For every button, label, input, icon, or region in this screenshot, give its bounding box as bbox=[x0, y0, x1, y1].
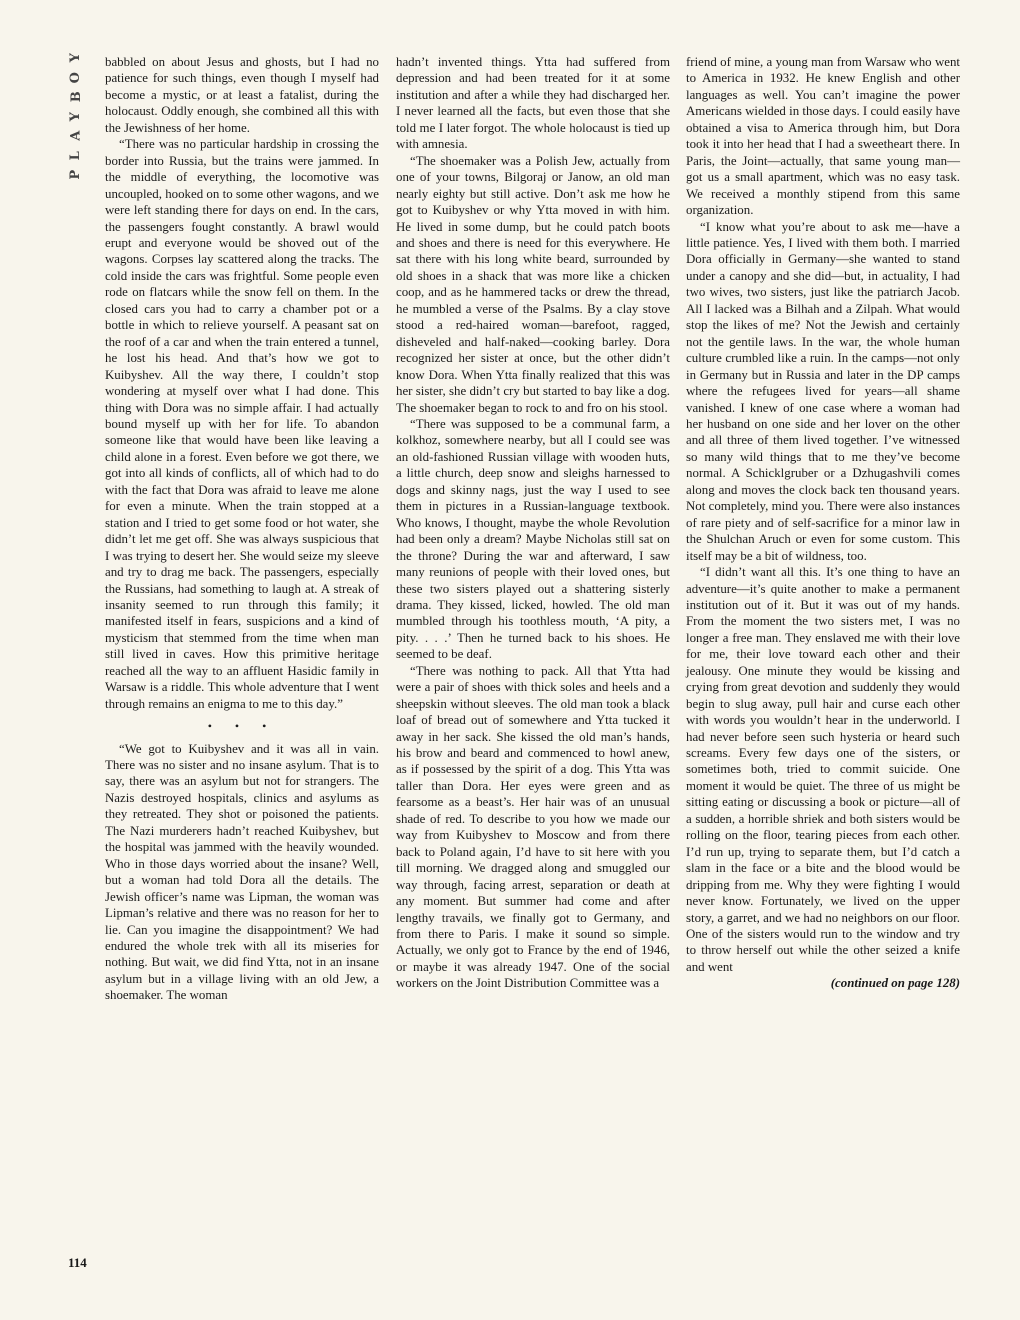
masthead bbox=[64, 48, 94, 185]
continued-link[interactable]: (continued on page 128) bbox=[830, 976, 960, 991]
masthead-letter: B bbox=[68, 91, 84, 103]
masthead-letter: P bbox=[68, 169, 84, 180]
masthead-letter: Y bbox=[68, 111, 84, 121]
text-column-3 bbox=[686, 54, 960, 992]
paragraph: “I didn’t want all this. It’s one thing to have an adventure—it’s quite another to make a permanent institution out of it. But it was out of my hands. From the moment the two sisters met, I was no longer a free man. They enslaved me with their love for me, their love toward each other and their jealousy. One minute they would be kissing and crying from great devotion and suddenly they would begin to slug away, pull hair and curse each other with words you wouldn’t hear in the underworld. I had never before seen such hysteria or heard such screams. Every few days one of the sisters, or sometimes both, tried to commit suicide. One moment it would be quiet. The three of us might be sitting eating or discussing a book or picture—all of a sudden, a horrible shriek and both sisters would be rolling on the floor, tearing pieces from each other. I’d run up, trying to separate them, but I’d catch a slam in the face or a bite and the blood would be dripping from me. Why they were fighting I would never know. Fortunately, we lived on the upper story, a garret, and we had no neighbors on our floor. One of the sisters would run to the window and try to throw herself out while the other seized a knife and went bbox=[686, 565, 960, 974]
paragraph: “There was supposed to be a communal farm, a kolkhoz, somewhere nearby, but all I could see was an old-fashioned Russian village with wooden huts, a little church, deep snow and sleighs harnessed to dogs and skinny nags, just the way I used to see them in pictures in a Russian-language textbook. Who knows, I thought, maybe the whole Revolution had been only a dream? Maybe Nicholas still sat on the throne? During the war and afterward, I saw many reunions of people with their loved ones, but these two sisters played out a shattering sisterly drama. They kissed, licked, howled. The old man mumbled through his toothless mouth, ‘A pity, a pity. . . .’ Then he turned back to his shoes. He seemed to be deaf. bbox=[396, 416, 670, 662]
paragraph: “We got to Kuibyshev and it was all in vain. There was no sister and no insane asylum. That is to say, there was an asylum but not for strangers. The Nazis destroyed hospitals, clinics and asylums as they retreated. They shot or poisoned the patients. The Nazi murderers hadn’t reached Kuibyshev, but the hospital was jammed with the heavily wounded. Who in those days worried about the insane? Well, but a woman had told Dora all the details. The Jewish officer’s name was Lipman, the woman was Lipman’s relative and there was no reason for her to lie. Can you imagine the disappointment? We had endured the whole trek with all its miseries for nothing. But wait, we did find Ytta, not in an insane asylum but in a village living with an old Jew, a shoemaker. The woman bbox=[105, 741, 379, 1003]
paragraph: “I know what you’re about to ask me—have a little patience. Yes, I lived with them both. I married Dora officially in Germany—she wanted to stand under a canopy and she did—but, in actuality, I had two wives, two sisters, just like the patriarch Jacob. All I lacked was a Bilhah and a Zilpah. What would stop the likes of me? Not the Jewish and certainly not the gentile laws. In the war, the whole human culture crumbled like a ruin. In the camps—not only in Germany but in Russia and later in the DP camps where the refugees lived for years—all shame vanished. I knew of one case where a woman had her husband on one side and her lover on the other and all three of them lived together. I’ve witnessed so many wild things that to me they’ve become normal. A Schicklgruber or a Dzhugashvili comes along and moves the clock back ten thousand years. Not completely, mind you. There were also instances of rare piety and of self-sacrifice for a minor law in the Shulchan Aruch or even for some custom. This itself may be a bit of wildness, too. bbox=[686, 219, 960, 563]
paragraph: hadn’t invented things. Ytta had suffered from depression and had been treated for it at some institution and after a while they had discharged her. I never learned all the facts, but even those that she told me I later forgot. The whole holocaust is tied up with amnesia. bbox=[396, 55, 670, 152]
paragraph: babbled on about Jesus and ghosts, but I had no patience for such things, even though I myself had become a mystic, or at least a fatalist, during the holocaust. Oddly enough, she combined all this with the Jewishness of her home. bbox=[105, 55, 379, 135]
section-separator: • • • bbox=[207, 719, 277, 734]
paragraph: “There was no particular hardship in crossing the border into Russia, but the trains were jammed. In the middle of everything, the locomotive was uncoupled, hooked on to some other wagons, and we were left standing there for days on end. In the cars, the passengers fought constantly. A brawl would erupt and everyone would be shoved out of the wagons. Corpses lay scattered along the tracks. The cold inside the cars was frightful. Some people even rode on flatcars while the snow fell on them. In the closed cars you had to carry a chamber pot or a bottle in which to relieve yourself. A peasant sat on the roof of a car and when the train entered a tunnel, he lost his head. And that’s how we got to Kuibyshev. All the way there, I couldn’t stop wondering at myself over what I had done. This thing with Dora was no simple affair. I had actually bound myself up with her for life. To abandon someone like that would have been like leaving a child alone in a forest. Even before we got there, we got into all kinds of conflicts, all of which had to do with the fact that Dora was afraid to leave me alone for even a minute. When the train stopped at a station and I tried to get some food or hot water, she didn’t let me get off. She was always suspicious that I was trying to desert her. She would seize my sleeve and try to drag me back. The passengers, especially the Russians, had something to laugh at. A streak of insanity seemed to run through this family; it manifested itself in fears, suspicions and a kind of mysticism that stemmed from the time when man still lived in caves. How this primitive heritage reached all the way to an affluent Hasidic family in Warsaw is a riddle. This whole adventure that I went through remains an enigma to me to this day.” bbox=[105, 137, 379, 711]
masthead-letter: O bbox=[68, 71, 84, 83]
paragraph: “The shoemaker was a Polish Jew, actually from one of your towns, Bilgoraj or Janow, an old man nearly eighty but still active. Don’t ask me how he got to Kuibyshev or why Ytta moved in with him. He lived in some dump, but he could patch boots and shoes and there is need for this everywhere. He sat there with his long white beard, surrounded by old shoes in a shack that was more like a chicken coop, and as he hammered tacks or drew the thread, he mumbled a verse of the Psalms. By a clay stove stood a red-haired woman—barefoot, ragged, disheveled and half-naked—cooking barley. Dora recognized her sister at once, but the other didn’t know Dora. When Ytta finally realized that this was her sister, she didn’t cry but started to bay like a dog. The shoemaker began to rock to and fro on his stool. bbox=[396, 153, 670, 415]
paragraph: friend of mine, a young man from Warsaw who went to America in 1932. He knew English and other languages as well. You can’t imagine the power Americans wielded in those days. I could easily have obtained a visa to America through him, but Dora took it into her head that I had a sweetheart there. In Paris, the Joint—actually, that same young man—got us a small apartment, which was no easy task. We received a monthly stipend from this same organization. bbox=[686, 55, 960, 218]
text-column-1 bbox=[105, 54, 379, 1004]
masthead-letter: L bbox=[68, 150, 84, 160]
text-column-2 bbox=[396, 54, 670, 992]
masthead-letter: A bbox=[68, 130, 84, 141]
masthead-letter: Y bbox=[68, 53, 84, 63]
page-number: 114 bbox=[68, 1255, 87, 1270]
paragraph: “There was nothing to pack. All that Ytta had were a pair of shoes with thick soles and heels and a sheepskin without sleeves. The old man took a black loaf of bread out of somewhere and Ytta tucked it away in her sack. She kissed the old man’s hands, his brow and beard and commenced to howl anew, as if possessed by the spirit of a dog. This Ytta was taller than Dora. Her eyes were green and as fearsome as a beast’s. Her hair was of an unusual shade of red. To describe to you how we made our way from Kuibyshev to Moscow and from there back to Poland again, I’d have to sit here with you till morning. We dragged along and smuggled our way through, facing arrest, separation or death at any moment. But summer had come and after lengthy travails, we finally got to Germany, and from there to Paris. I make it sound so simple. Actually, we only got to France by the end of 1946, or maybe it was already 1947. One of the social workers on the Joint Distribution Committee was a bbox=[396, 663, 670, 991]
